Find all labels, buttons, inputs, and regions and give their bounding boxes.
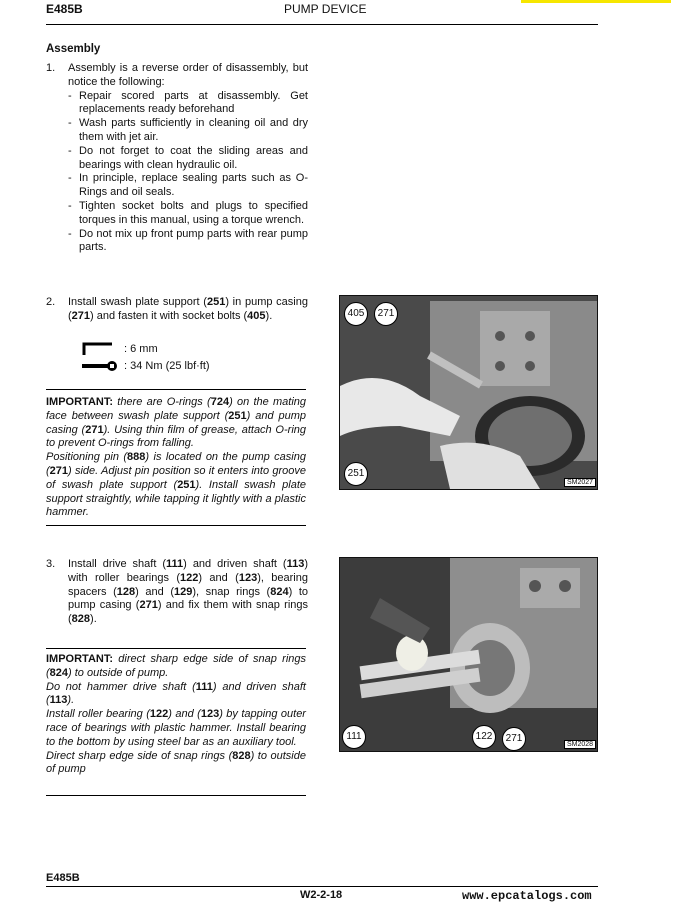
text: Direct sharp edge side of snap rings ( (46, 749, 233, 762)
part-number: 828 (71, 613, 91, 626)
part-number: 888 (127, 451, 146, 464)
torque-wrench-icon (80, 358, 120, 374)
text: Positioning pin ( (46, 451, 128, 464)
step-number: 1. (46, 62, 56, 74)
text: ) is located on the pump casing ( (46, 451, 306, 477)
text: ) in pump casing ( (68, 296, 308, 322)
callout-122: 122 (472, 725, 496, 749)
divider (46, 795, 306, 796)
divider (46, 525, 306, 526)
allen-wrench-icon (80, 341, 120, 357)
part-number: 405 (247, 309, 266, 322)
step-2 (46, 296, 308, 324)
text: ) to outside of pump. (68, 666, 169, 679)
text: ) and pump casing ( (46, 409, 306, 436)
text: ), snap rings ( (192, 585, 271, 598)
text: ) and driven shaft ( (46, 680, 306, 707)
text: direct sharp edge side of snap rings ( (46, 653, 306, 679)
text: ) and driven shaft ( (183, 558, 287, 570)
spec-torque-value: : 34 Nm (25 lbf·ft) (124, 360, 210, 372)
header-divider (46, 24, 598, 25)
important-para (46, 708, 306, 749)
important-para (46, 396, 306, 451)
text: ) and fix them with snap rings ( (68, 599, 308, 626)
text: Install swash plate support ( (68, 296, 207, 308)
yellow-tab-marker (521, 0, 671, 3)
text: ), bearing spacers ( (68, 571, 308, 598)
part-number: 271 (85, 423, 104, 436)
step-number: 2. (46, 296, 56, 308)
callout-271: 271 (374, 302, 398, 326)
important-label: IMPORTANT: (46, 653, 114, 665)
page-number: W2-2-18 (300, 889, 343, 901)
step-2-text (68, 296, 308, 324)
watermark-url[interactable]: www.epcatalogs.com (462, 889, 592, 903)
text: ) by tapping outer race of bearings with plastic hammer. Install bearing to the bottom by using steel bar as an auxiliary tool. (46, 708, 306, 748)
callout-251: 251 (344, 462, 368, 486)
step-1 (46, 62, 308, 255)
part-number: 129 (174, 585, 193, 598)
text: ) to outside of pump (46, 749, 306, 776)
part-number: 271 (139, 599, 158, 612)
text: Install roller bearing ( (46, 708, 150, 721)
step-3-text (68, 558, 308, 627)
divider (46, 648, 306, 649)
text: ). (265, 309, 273, 322)
important-para (46, 681, 306, 709)
text: Install drive shaft ( (68, 558, 167, 570)
footer-divider (46, 886, 598, 887)
important-label: IMPORTANT: (46, 396, 114, 408)
step-number: 3. (46, 558, 56, 570)
part-number: 122 (149, 708, 169, 721)
header-title: PUMP DEVICE (284, 2, 367, 16)
important-para (46, 750, 306, 778)
bullet-item: - In principle, replace sealing parts such as O-Rings and oil seals. (68, 172, 308, 200)
part-number: 111 (166, 558, 184, 570)
text: Do not hammer drive shaft ( (46, 680, 196, 693)
part-number: 111 (195, 680, 213, 693)
bullet-item: - Repair scored parts at disassembly. Get replacements ready beforehand (68, 90, 308, 118)
part-number: 113 (49, 694, 68, 707)
bullet-item: - Tighten socket bolts and plugs to specified torques in this manual, using a torque wrench. (68, 200, 308, 228)
text: ) to pump casing ( (68, 585, 308, 612)
important-note-1 (46, 396, 306, 520)
step-1-bullets (68, 90, 308, 256)
text: there are O-rings ( (113, 396, 211, 408)
important-para (46, 653, 306, 681)
photo-drive-shaft-install (339, 557, 598, 752)
part-number: 824 (270, 585, 289, 598)
photo-illustration (340, 296, 597, 489)
text: ). (90, 613, 97, 626)
text: ) on the mating face between swash plate support ( (46, 396, 307, 422)
figure-label: SM2028 (564, 740, 596, 749)
important-note-2 (46, 653, 306, 777)
bullet-item: - Do not mix up front pump parts with rear pump parts. (68, 228, 308, 256)
photo-illustration (340, 558, 597, 751)
text: ) and ( (135, 585, 174, 598)
callout-111: 111 (342, 725, 366, 749)
callout-271: 271 (502, 727, 526, 751)
figure-label: SM2027 (564, 478, 596, 487)
part-number: 122 (180, 571, 199, 584)
text: ) and ( (168, 708, 201, 721)
important-para (46, 451, 306, 520)
part-number: 271 (49, 464, 69, 477)
part-number: 271 (71, 309, 91, 322)
text: ). (67, 694, 75, 707)
text: ) with roller bearings ( (68, 558, 308, 584)
photo-swash-plate-install (339, 295, 598, 490)
spec-wrench-value: : 6 mm (124, 343, 158, 355)
text: ) and fasten it with socket bolts ( (90, 309, 248, 322)
section-heading: Assembly (46, 43, 101, 55)
part-number: 828 (232, 749, 251, 762)
step-1-intro: Assembly is a reverse order of disassembly, but notice the following: (68, 62, 308, 88)
text: ). Install swash plate support straightly, while tapping it lightly with a plastic hammer. (46, 478, 306, 519)
bullet-item: - Wash parts sufficiently in cleaning oil and dry them with jet air. (68, 117, 308, 145)
part-number: 123 (238, 571, 258, 584)
text: ) and ( (198, 571, 239, 584)
header-model: E485B (46, 2, 83, 16)
part-number: 251 (206, 296, 226, 308)
step-3 (46, 558, 308, 627)
part-number: 251 (228, 409, 247, 422)
bullet-item: - Do not forget to coat the sliding areas and bearings with clean hydraulic oil. (68, 145, 308, 173)
divider (46, 389, 306, 390)
part-number: 824 (49, 666, 69, 679)
callout-405: 405 (344, 302, 368, 326)
footer-model: E485B (46, 872, 80, 884)
text: ) side. Adjust pin position so it enters into groove of swash plate support ( (46, 464, 306, 491)
text: ). Using thin film of grease, attach O-ring to prevent O-rings from falling. (46, 423, 306, 450)
part-number: 123 (200, 708, 220, 721)
part-number: 724 (210, 396, 230, 408)
part-number: 251 (177, 478, 196, 491)
part-number: 128 (116, 585, 136, 598)
part-number: 113 (286, 558, 305, 570)
